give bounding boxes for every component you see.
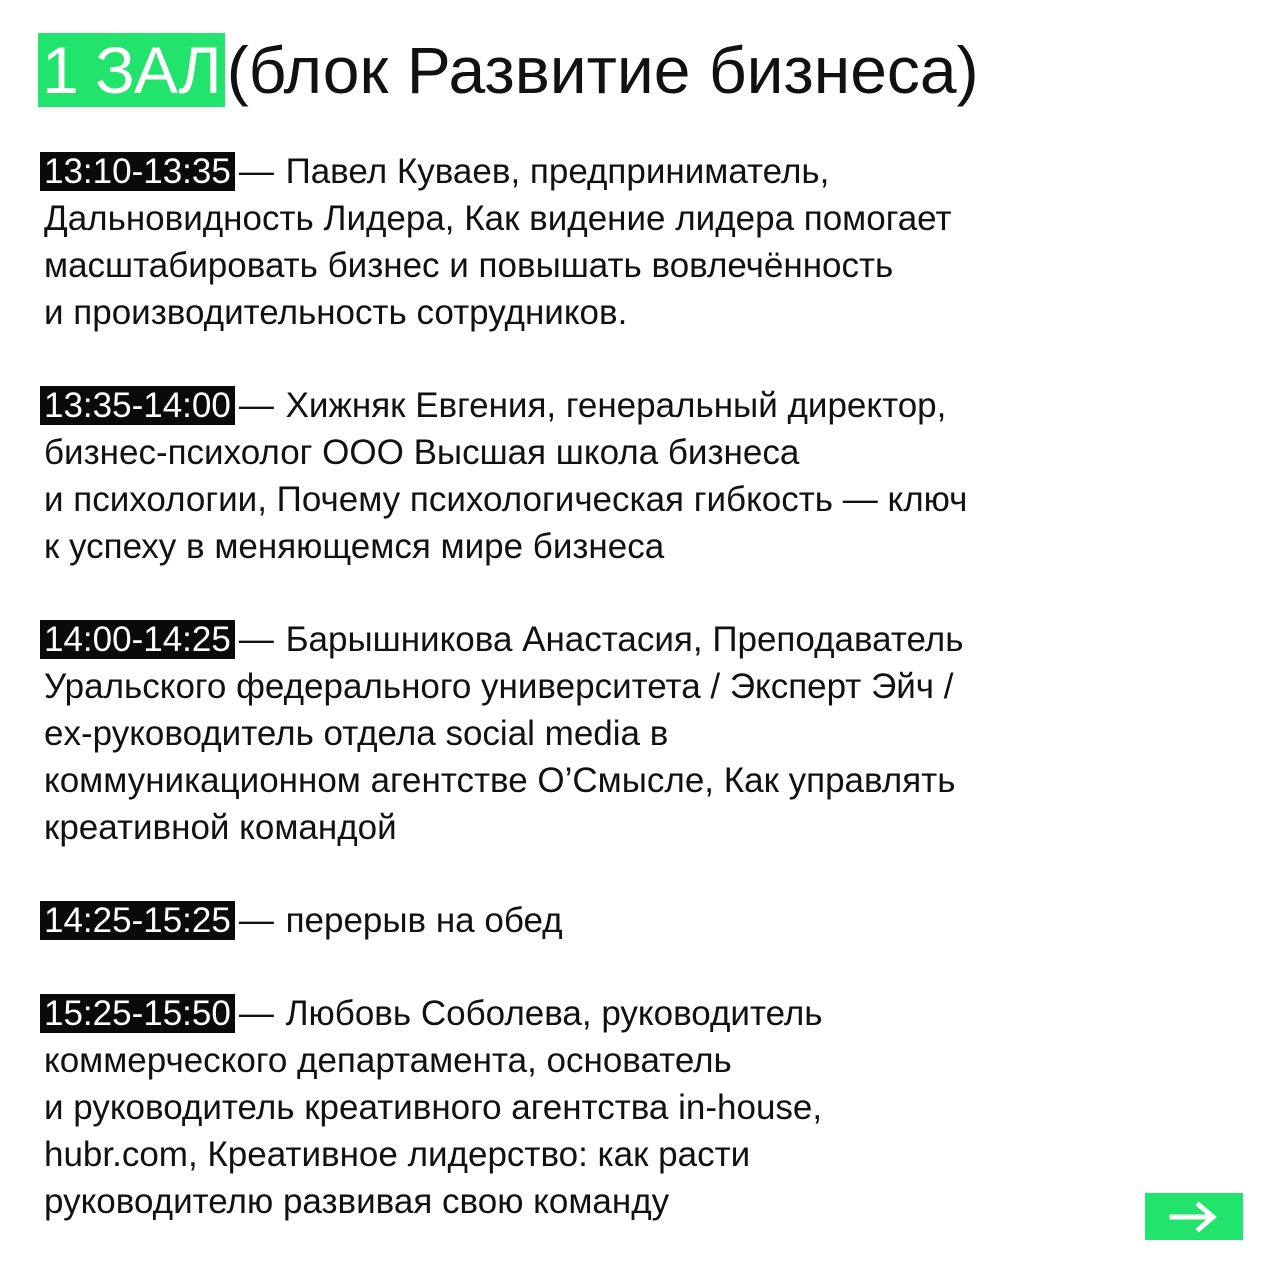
entry-line: Дальновидность Лидера, Как видение лидера помогает — [44, 199, 952, 238]
schedule-entry — [40, 897, 1240, 944]
dash: — — [238, 152, 274, 191]
schedule-entry — [40, 148, 1240, 336]
entry-line: Уральского федерального университета / Эксперт Эйч / — [44, 667, 954, 706]
time-badge: 13:35-14:00 — [40, 386, 235, 425]
entry-line: hubr.com, Креативное лидерство: как расти — [44, 1135, 751, 1174]
hall-label: 1 ЗАЛ — [38, 33, 225, 107]
dash: — — [238, 901, 274, 940]
dash: — — [238, 620, 274, 659]
entry-line: бизнес-психолог ООО Высшая школа бизнеса — [44, 433, 800, 472]
entry-line: коммерческого департамента, основатель — [44, 1041, 732, 1080]
entry-line: Хижняк Евгения, генеральный директор, — [285, 386, 947, 425]
time-badge: 14:00-14:25 — [40, 620, 235, 659]
schedule-entry — [40, 616, 1240, 851]
dash: — — [238, 994, 274, 1033]
entry-line: и психологии, Почему психологическая гибкость — ключ — [44, 480, 968, 519]
dash: — — [238, 386, 274, 425]
entry-line: к успеху в меняющемся мире бизнеса — [44, 527, 665, 566]
page-title — [38, 30, 979, 110]
schedule-entry — [40, 382, 1240, 570]
entry-line: ex-руководитель отдела social media в — [44, 714, 669, 753]
entry-line: руководителю развивая свою команду — [44, 1182, 670, 1221]
entry-line: креативной командой — [44, 808, 397, 847]
entry-line: коммуникационном агентстве О’Смысле, Как управлять — [44, 761, 956, 800]
entry-line: перерыв на обед — [285, 901, 563, 940]
entry-line: Любовь Соболева, руководитель — [285, 994, 823, 1033]
arrow-right-icon — [1168, 1201, 1220, 1233]
entry-line: Павел Куваев, предприниматель, — [285, 152, 830, 191]
time-badge: 14:25-15:25 — [40, 901, 235, 940]
next-button[interactable] — [1145, 1193, 1243, 1240]
entry-line: и производительность сотрудников. — [44, 293, 628, 332]
entry-line: масштабировать бизнес и повышать вовлечённость — [44, 246, 894, 285]
entry-line: и руководитель креативного агентства in-house, — [44, 1088, 823, 1127]
entry-line: Барышникова Анастасия, Преподаватель — [285, 620, 964, 659]
time-badge: 13:10-13:35 — [40, 152, 235, 191]
schedule-list — [40, 148, 1240, 1271]
time-badge: 15:25-15:50 — [40, 994, 235, 1033]
block-label: (блок Развитие бизнеса) — [226, 33, 979, 107]
schedule-entry — [40, 990, 1240, 1225]
